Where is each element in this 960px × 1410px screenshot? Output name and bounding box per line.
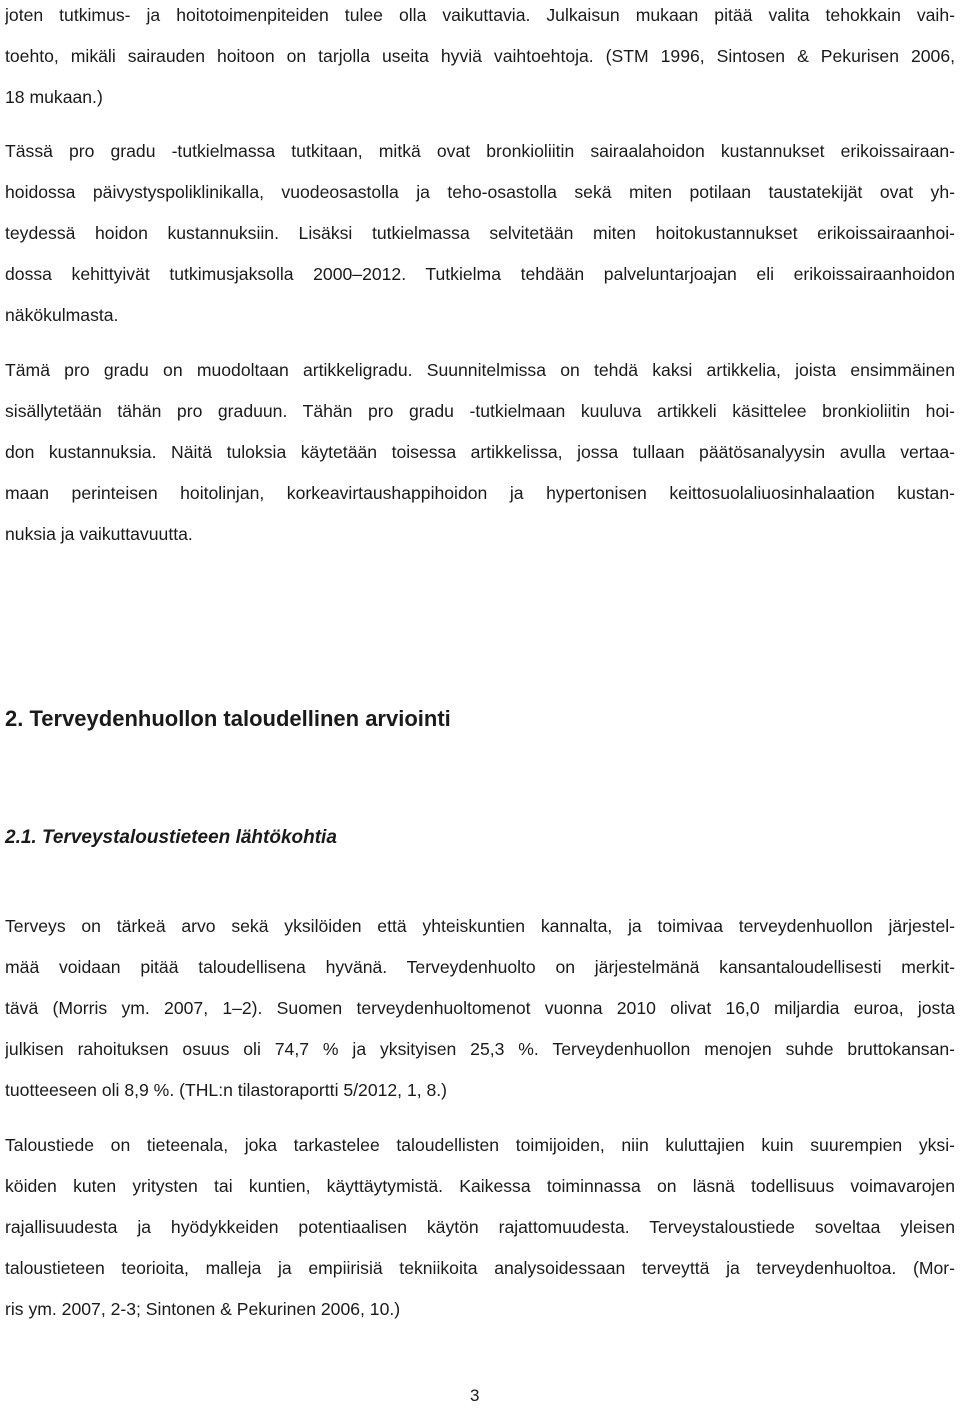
text-line: ris ym. 2007, 2-3; Sintonen & Pekurinen 2006, 10.): [5, 1299, 401, 1319]
page-number: 3: [470, 1386, 480, 1405]
subsection-heading: 2.1. Terveystaloustieteen lähtökohtia: [5, 827, 337, 848]
text-line: dossa kehittyivät tutkimusjaksolla 2000–2012. Tutkielma tehdään palveluntarjoajan eli erikoissairaanhoidon: [5, 264, 955, 284]
text-line: näkökulmasta.: [5, 305, 119, 325]
paragraph-health-value: [5, 906, 955, 1111]
text-line: toehto, mikäli sairauden hoitoon on tarjolla useita hyviä vaihtoehtoja. (STM 1996, Sintosen & Pekurisen 2006,: [5, 46, 955, 66]
text-line: teydessä hoidon kustannuksiin. Lisäksi tutkielmassa selvitetään miten hoitokustannukset erikoissairaanhoi-: [5, 223, 955, 243]
text-line: taloustieteen teorioita, malleja ja empiirisiä tekniikoita analysoidessaan terveyttä ja terveydenhuoltoa. (Mor-: [5, 1258, 955, 1278]
text-line: sisällytetään tähän pro graduun. Tähän pro gradu -tutkielmaan kuuluva artikkeli käsittelee bronkioliitin hoi-: [5, 401, 955, 421]
paragraph-article-thesis: [5, 350, 955, 555]
section-heading: 2. Terveydenhuollon taloudellinen arviointi: [5, 706, 451, 731]
paragraph-intro-continuation: [5, 0, 955, 118]
paragraph-study-aim: [5, 131, 955, 336]
text-line: rajallisuudesta ja hyödykkeiden potentiaalisen käytön rajattomuudesta. Terveystaloustiede soveltaa yleisen: [5, 1217, 955, 1237]
text-line: 18 mukaan.): [5, 87, 103, 107]
text-line: don kustannuksia. Näitä tuloksia käytetään toisessa artikkelissa, jossa tullaan päätösanalyysin avulla vertaa-: [5, 442, 955, 462]
text-line: mää voidaan pitää taloudellisena hyvänä. Terveydenhuolto on järjestelmänä kansantaloudellisesti merkit-: [5, 957, 955, 977]
text-line: Terveys on tärkeä arvo sekä yksilöiden että yhteiskuntien kannalta, ja toimivaa terveydenhuollon järjestel-: [5, 916, 955, 936]
text-line: Tämä pro gradu on muodoltaan artikkeligradu. Suunnitelmissa on tehdä kaksi artikkelia, joista ensimmäinen: [5, 360, 955, 380]
text-line: joten tutkimus- ja hoitotoimenpiteiden tulee olla vaikuttavia. Julkaisun mukaan pitää valita tehokkain vaih-: [5, 5, 955, 25]
text-line: maan perinteisen hoitolinjan, korkeavirtaushappihoidon ja hypertonisen keittosuolaliuosinhalaation kustan-: [5, 483, 955, 503]
text-line: Taloustiede on tieteenala, joka tarkastelee taloudellisten toimijoiden, niin kuluttajien kuin suurempien yksi-: [5, 1135, 955, 1155]
text-line: tuotteeseen oli 8,9 %. (THL:n tilastoraportti 5/2012, 1, 8.): [5, 1080, 448, 1100]
text-line: hoidossa päivystyspoliklinikalla, vuodeosastolla ja teho-osastolla sekä miten potilaan taustatekijät ovat yh-: [5, 182, 955, 202]
text-line: tävä (Morris ym. 2007, 1–2). Suomen terveydenhuoltomenot vuonna 2010 olivat 16,0 miljardia euroa, josta: [5, 998, 955, 1018]
paragraph-economics: [5, 1125, 955, 1330]
text-line: julkisen rahoituksen osuus oli 74,7 % ja yksityisen 25,3 %. Terveydenhuollon menojen suhde bruttokansan-: [5, 1039, 955, 1059]
text-line: nuksia ja vaikuttavuutta.: [5, 524, 193, 544]
text-line: Tässä pro gradu -tutkielmassa tutkitaan, mitkä ovat bronkioliitin sairaalahoidon kustannukset erikoissairaan-: [5, 141, 955, 161]
text-line: köiden kuten yritysten tai kuntien, käyttäytymistä. Kaikessa toiminnassa on läsnä todellisuus voimavarojen: [5, 1176, 955, 1196]
